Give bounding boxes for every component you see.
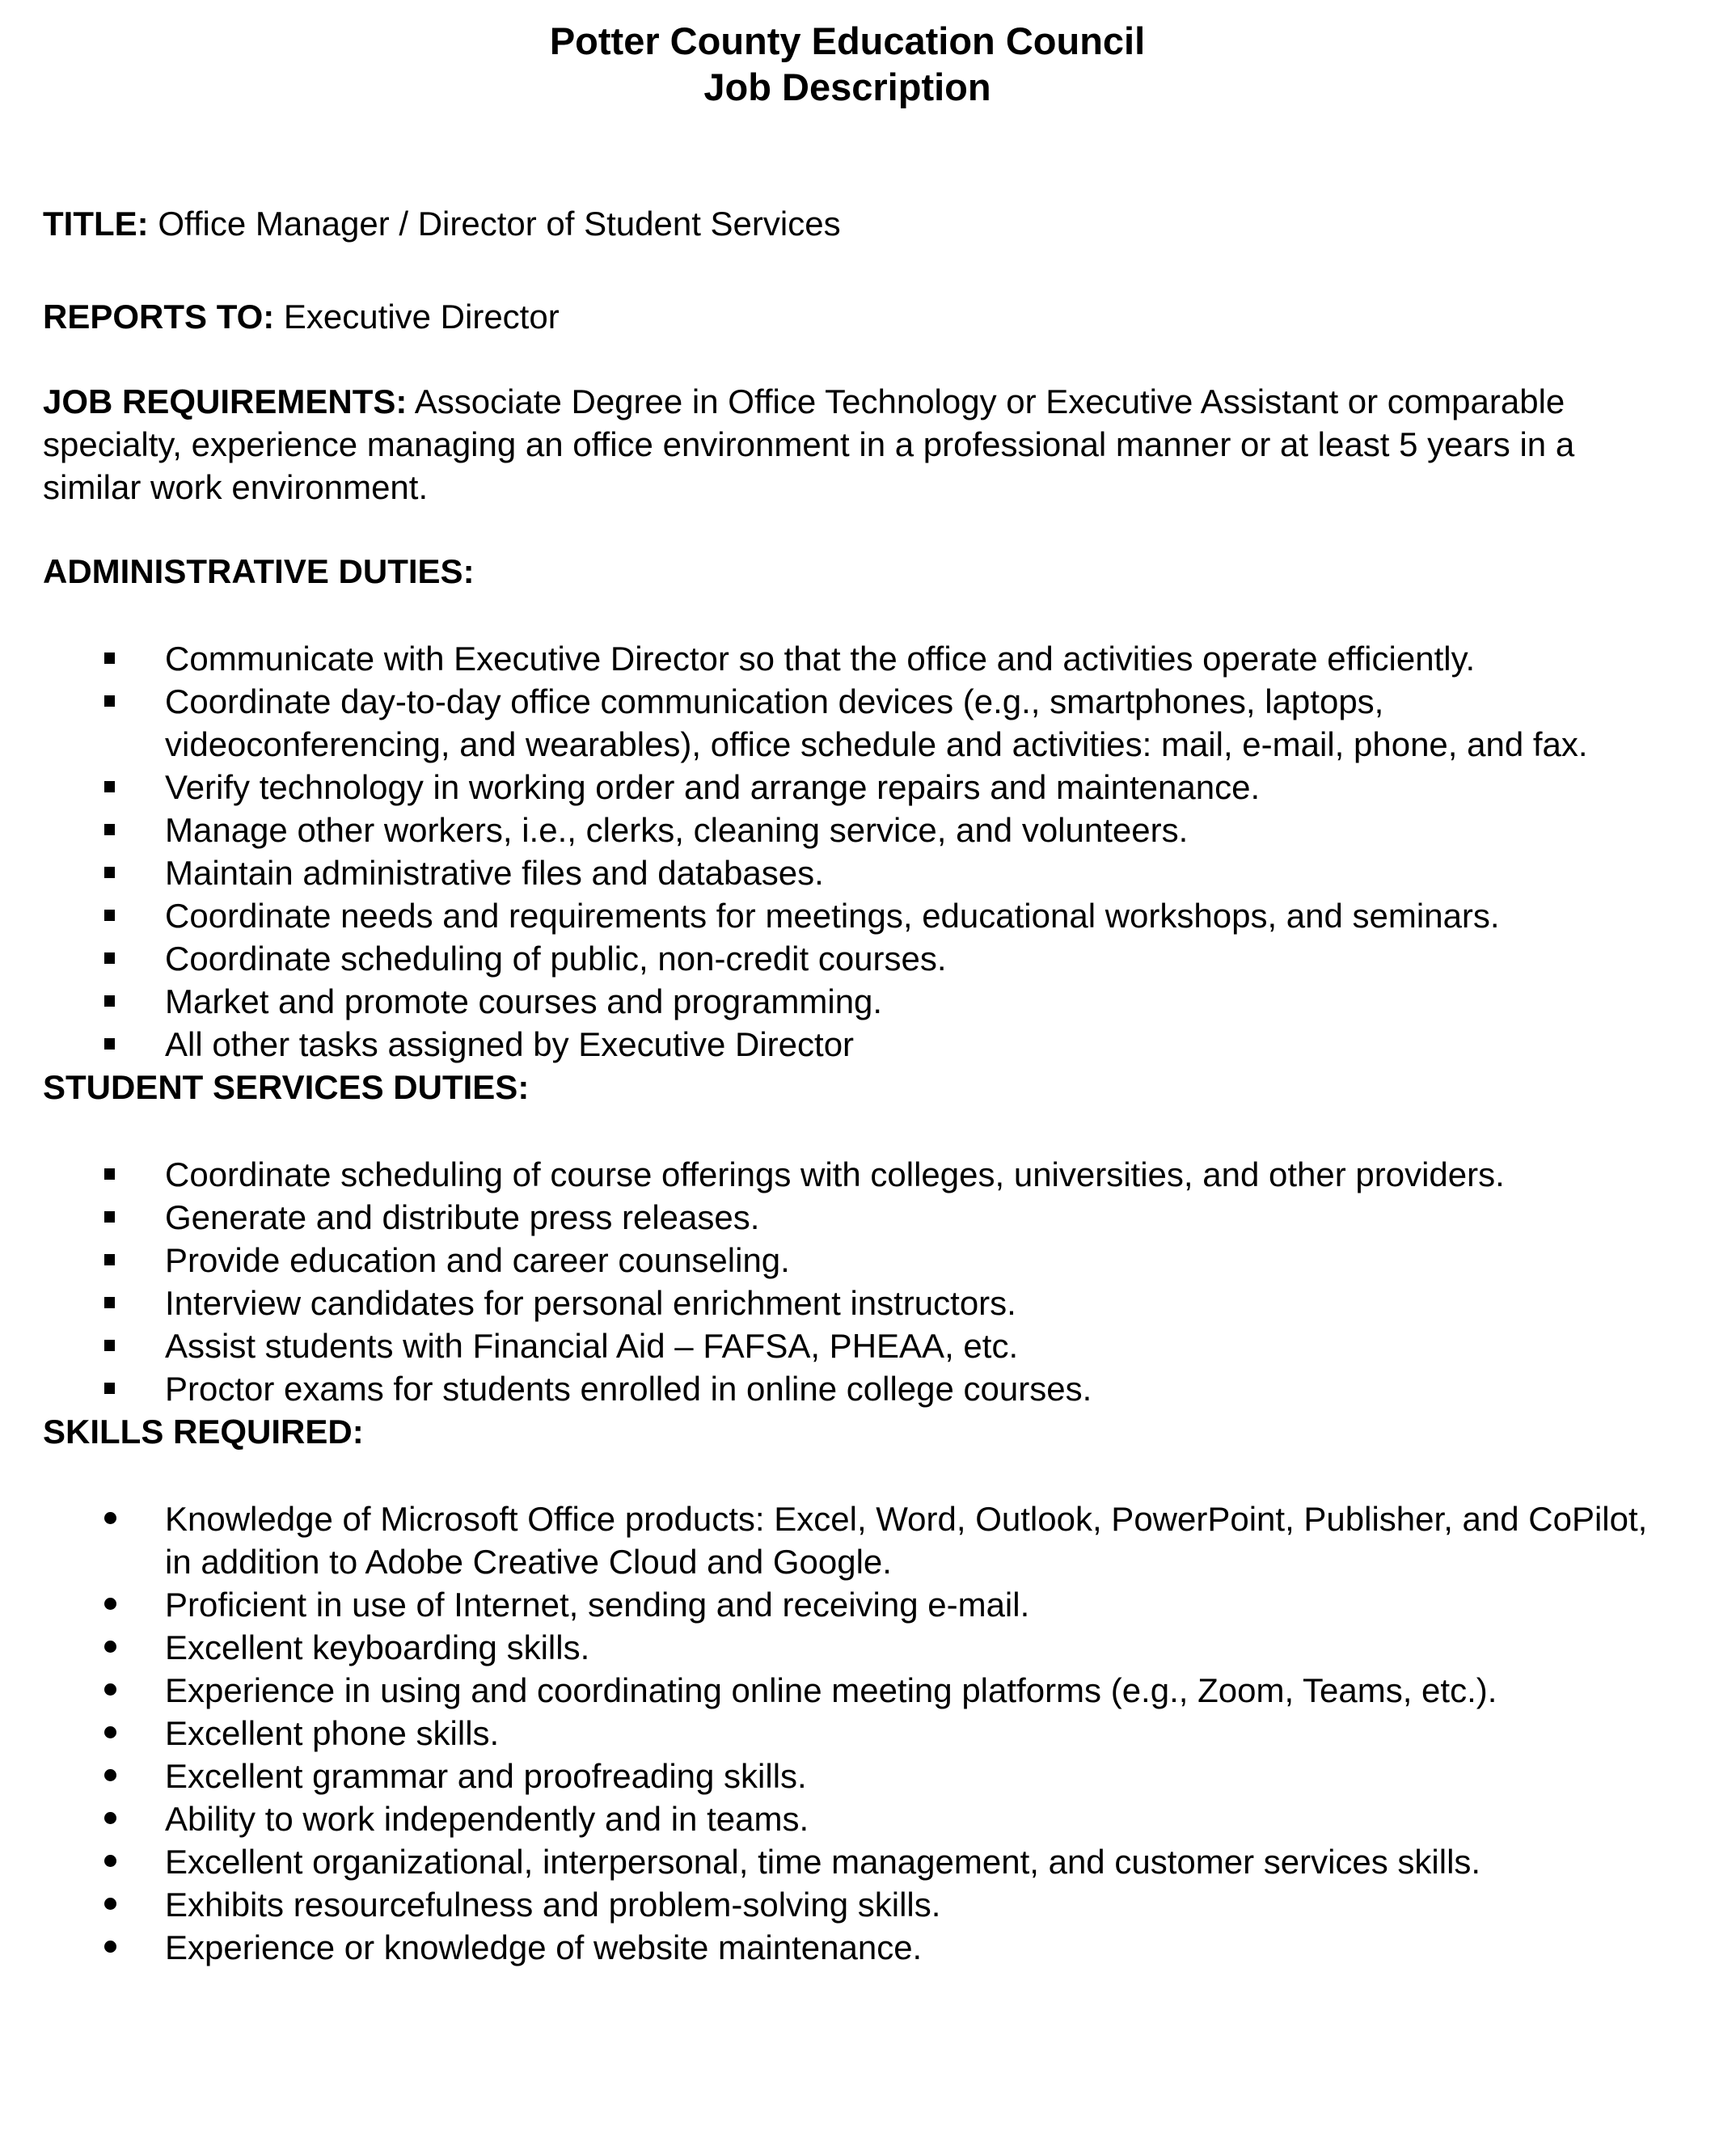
field-job-requirements: [43, 380, 1652, 509]
field-job-requirements-label: JOB REQUIREMENTS:: [43, 382, 408, 420]
list-item-text: Knowledge of Microsoft Office products: Excel, Word, Outlook, PowerPoint, Publisher, and CoPilot, in addition to Adobe Creative Cloud and Google.: [165, 1500, 1648, 1581]
list-item-text: Coordinate scheduling of course offerings with colleges, universities, and other providers.: [165, 1155, 1505, 1193]
field-reports-to: [43, 295, 1652, 338]
list-item: [43, 1023, 1652, 1066]
list-item: [43, 680, 1652, 766]
list-item: [43, 1840, 1652, 1883]
list-item-text: Ability to work independently and in teams.: [165, 1800, 809, 1838]
square-bullet-icon: [104, 1383, 115, 1394]
list-item-text: Coordinate needs and requirements for meetings, educational workshops, and seminars.: [165, 897, 1500, 935]
list-item: [43, 851, 1652, 894]
list-item-text: Maintain administrative files and databases.: [165, 854, 824, 892]
square-bullet-icon: [104, 695, 115, 707]
square-bullet-icon: [104, 1038, 115, 1050]
list-item: [43, 1626, 1652, 1669]
document-title-line2: Job Description: [703, 65, 991, 108]
square-bullet-icon: [104, 653, 115, 664]
list-item: [43, 894, 1652, 937]
list-item-text: Manage other workers, i.e., clerks, cleaning service, and volunteers.: [165, 811, 1189, 849]
square-bullet-icon: [104, 995, 115, 1007]
disc-bullet-icon: [104, 1769, 116, 1781]
list-item-text: Excellent grammar and proofreading skills.: [165, 1757, 807, 1795]
field-title-label: TITLE:: [43, 205, 149, 243]
square-bullet-icon: [104, 1297, 115, 1308]
list-item-text: Excellent keyboarding skills.: [165, 1628, 590, 1666]
square-bullet-icon: [104, 910, 115, 921]
list-item-text: Coordinate scheduling of public, non-credit courses.: [165, 940, 947, 978]
list-item-text: Verify technology in working order and arrange repairs and maintenance.: [165, 768, 1261, 806]
list-item: [43, 1926, 1652, 1969]
list-item: [43, 766, 1652, 809]
skills-required-list: [43, 1497, 1652, 1969]
student-services-duties-list: [43, 1153, 1652, 1410]
disc-bullet-icon: [104, 1855, 116, 1867]
list-item: [43, 1196, 1652, 1239]
field-reports-to-value: Executive Director: [283, 298, 560, 336]
list-item: [43, 1153, 1652, 1196]
field-job-requirements-value: Associate Degree in Office Technology or Executive Assistant or comparable specialty, experience managing an office environment in a professional manner or at least 5 years in a similar work environment.: [43, 382, 1575, 506]
list-item-text: Assist students with Financial Aid – FAFSA, PHEAA, etc.: [165, 1327, 1019, 1365]
list-item: [43, 809, 1652, 851]
list-item-text: Communicate with Executive Director so that the office and activities operate efficiently.: [165, 640, 1476, 678]
field-title: [43, 202, 1652, 245]
list-item: [43, 637, 1652, 680]
disc-bullet-icon: [104, 1641, 116, 1653]
list-item-text: Coordinate day-to-day office communication devices (e.g., smartphones, laptops, videoconferencing, and wearables), office schedule and activities: mail, e-mail, phone, and fax.: [165, 682, 1588, 763]
list-item: [43, 1324, 1652, 1367]
square-bullet-icon: [104, 1254, 115, 1265]
disc-bullet-icon: [104, 1812, 116, 1824]
list-item: [43, 1755, 1652, 1797]
administrative-duties-list: [43, 637, 1652, 1066]
list-item: [43, 1282, 1652, 1324]
section-heading-student-services-duties: STUDENT SERVICES DUTIES:: [43, 1068, 530, 1106]
list-item-text: Provide education and career counseling.: [165, 1241, 790, 1279]
list-item-text: Generate and distribute press releases.: [165, 1198, 760, 1236]
document-title-line1: Potter County Education Council: [549, 19, 1146, 62]
square-bullet-icon: [104, 867, 115, 878]
square-bullet-icon: [104, 1340, 115, 1351]
square-bullet-icon: [104, 1211, 115, 1223]
list-item: [43, 1712, 1652, 1755]
list-item-text: Excellent phone skills.: [165, 1714, 500, 1752]
disc-bullet-icon: [104, 1512, 116, 1524]
list-item-text: Exhibits resourcefulness and problem-solving skills.: [165, 1886, 941, 1924]
list-item: [43, 980, 1652, 1023]
list-item: [43, 1797, 1652, 1840]
square-bullet-icon: [104, 824, 115, 835]
list-item-text: Experience in using and coordinating online meeting platforms (e.g., Zoom, Teams, etc.).: [165, 1671, 1497, 1709]
disc-bullet-icon: [104, 1683, 116, 1696]
square-bullet-icon: [104, 952, 115, 964]
field-reports-to-label: REPORTS TO:: [43, 298, 275, 336]
list-item: [43, 1883, 1652, 1926]
disc-bullet-icon: [104, 1726, 116, 1738]
list-item-text: Proctor exams for students enrolled in online college courses.: [165, 1370, 1092, 1408]
list-item: [43, 1497, 1652, 1583]
list-item: [43, 1239, 1652, 1282]
section-heading-administrative-duties: ADMINISTRATIVE DUTIES:: [43, 552, 475, 590]
square-bullet-icon: [104, 781, 115, 792]
list-item-text: Market and promote courses and programming.: [165, 982, 883, 1020]
list-item: [43, 937, 1652, 980]
list-item-text: Proficient in use of Internet, sending and receiving e-mail.: [165, 1586, 1030, 1624]
list-item-text: Excellent organizational, interpersonal, time management, and customer services skills.: [165, 1843, 1481, 1881]
field-title-value: Office Manager / Director of Student Services: [158, 205, 841, 243]
disc-bullet-icon: [104, 1598, 116, 1610]
section-heading-skills-required: SKILLS REQUIRED:: [43, 1413, 364, 1451]
list-item-text: Experience or knowledge of website maintenance.: [165, 1928, 923, 1966]
list-item: [43, 1367, 1652, 1410]
document-header: [43, 18, 1652, 110]
disc-bullet-icon: [104, 1941, 116, 1953]
list-item: [43, 1583, 1652, 1626]
list-item: [43, 1669, 1652, 1712]
list-item-text: Interview candidates for personal enrichment instructors.: [165, 1284, 1016, 1322]
list-item-text: All other tasks assigned by Executive Director: [165, 1025, 855, 1063]
disc-bullet-icon: [104, 1898, 116, 1910]
square-bullet-icon: [104, 1168, 115, 1180]
